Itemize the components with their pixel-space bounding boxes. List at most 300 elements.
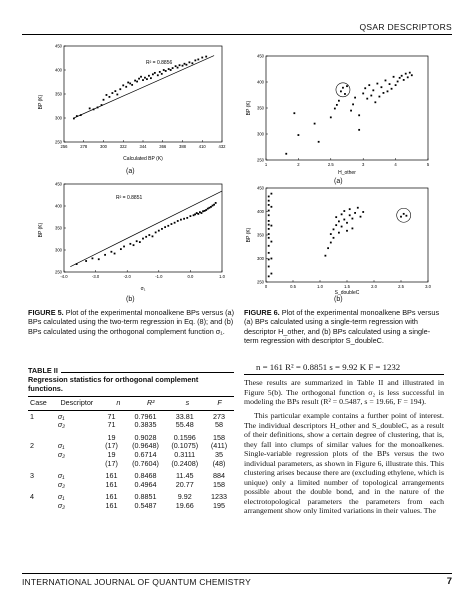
data-point [358, 114, 360, 116]
header-rule [22, 34, 452, 35]
data-point [405, 73, 407, 75]
table-cell-f: (411) [210, 441, 228, 451]
data-point [268, 214, 270, 216]
table2-top-rule [28, 396, 234, 397]
data-point [411, 74, 413, 76]
data-point [346, 85, 348, 87]
data-point [352, 218, 354, 220]
data-point [205, 209, 207, 211]
data-point [271, 241, 273, 243]
figure5a-xlabel: Calculated BP (K) [123, 156, 163, 162]
data-point [357, 207, 359, 209]
data-point [370, 95, 372, 97]
data-point [403, 79, 405, 81]
table-cell-s: 11.45 [175, 471, 194, 481]
data-point [327, 247, 329, 249]
data-point [407, 76, 409, 78]
x-tick-label: 256 [60, 144, 68, 149]
y-tick-label: 350 [257, 105, 264, 111]
equation-rule [244, 374, 444, 375]
data-point [148, 234, 150, 236]
table-cell-f: 273 [212, 411, 225, 421]
data-point [155, 232, 157, 234]
figure5a-panel-label: (a) [126, 168, 135, 175]
data-point [268, 196, 270, 198]
data-point [349, 214, 351, 216]
data-point [163, 69, 165, 71]
table-cell-r2: 0.4964 [134, 479, 157, 489]
data-point [186, 217, 188, 219]
data-point [196, 212, 198, 214]
figure6a-ylabel: BP (K) [246, 100, 252, 116]
data-point [271, 273, 273, 275]
table2-col-descriptor: Descriptor [60, 398, 94, 407]
table2-header-row [28, 399, 234, 408]
y-tick-label: 300 [55, 115, 62, 121]
data-point [268, 200, 270, 202]
data-point [177, 67, 179, 69]
x-tick-label: 1 [264, 162, 268, 167]
table-cell-r2: (0.7604) [132, 458, 159, 468]
data-point [202, 210, 204, 212]
data-point [400, 216, 402, 218]
data-point [193, 214, 195, 216]
data-point [334, 108, 336, 110]
y-tick-label: 400 [55, 67, 62, 73]
figure5b-panel-label: (b) [126, 296, 135, 303]
data-point [109, 96, 111, 98]
table-cell-s: 55.48 [175, 420, 194, 430]
data-point [136, 81, 138, 83]
regression-line [74, 56, 214, 118]
y-tick-label: 450 [257, 53, 264, 59]
table2-subtitle: Regression statistics for orthogonal complement functions. [28, 375, 199, 393]
data-point [123, 246, 125, 248]
x-tick-label: 2.5 [327, 162, 334, 167]
data-point [184, 63, 186, 65]
table-cell-f: 158 [212, 432, 225, 442]
data-point [138, 78, 140, 80]
x-tick-label: 1.0 [317, 284, 323, 289]
data-point [175, 65, 177, 67]
data-point [197, 59, 199, 61]
data-point [159, 71, 161, 73]
data-point [338, 232, 340, 234]
x-tick-label: 1.5 [344, 284, 350, 289]
table-row [28, 460, 234, 469]
data-point [340, 90, 342, 92]
data-point [207, 208, 209, 210]
table-cell-desc [56, 460, 98, 469]
data-point [318, 141, 320, 143]
figure6b-xlabel: S_doubleC [334, 290, 360, 296]
table-cell-f: 35 [214, 449, 223, 459]
data-point [98, 258, 100, 260]
table-row [28, 481, 234, 490]
table-cell-case: 1 [30, 411, 34, 421]
data-point [89, 108, 91, 110]
table-cell-r2: 0.7961 [134, 411, 157, 421]
x-tick-label: -2.0 [123, 274, 131, 279]
figure6b-frame [266, 188, 428, 282]
table-cell-case: 2 [30, 441, 34, 451]
data-point [395, 84, 397, 86]
y-tick-label: 250 [257, 279, 264, 285]
table-row [28, 468, 234, 481]
data-point [164, 226, 166, 228]
figure5-caption [28, 308, 238, 336]
table-cell-r2: 0.5487 [134, 500, 157, 510]
data-point [170, 69, 172, 71]
data-point [142, 238, 144, 240]
data-point [268, 259, 270, 261]
data-point [268, 237, 270, 239]
data-point [344, 93, 346, 95]
data-point [362, 93, 364, 95]
data-point [362, 211, 364, 213]
y-tick-label: 400 [257, 209, 264, 215]
table-cell-desc: σ₂ [57, 479, 65, 489]
table-cell-n: 161 [105, 471, 118, 481]
data-point [389, 83, 391, 85]
figure5a-frame [64, 46, 222, 142]
x-tick-label: 300 [100, 144, 107, 149]
table-cell-case [28, 451, 56, 460]
data-point [111, 251, 113, 253]
x-tick-label: 432 [218, 144, 226, 149]
footer-rule [22, 573, 452, 574]
data-point [336, 104, 338, 106]
footer-journal: INTERNATIONAL JOURNAL OF QUANTUM CHEMISTRY [22, 577, 251, 587]
figure5b-annotation: R² = 0.8851 [116, 195, 143, 201]
x-tick-label: 0 [264, 284, 268, 289]
data-point [152, 73, 154, 75]
x-tick-label: 3.0 [425, 284, 431, 289]
cluster-circle [336, 83, 350, 97]
x-tick-label: 366 [159, 144, 167, 149]
data-point [360, 216, 362, 218]
y-tick-label: 350 [55, 225, 62, 231]
data-point [106, 94, 108, 96]
data-point [343, 210, 345, 212]
data-point [349, 208, 351, 210]
table-cell-r2: 0.9028 [134, 432, 157, 442]
data-point [157, 74, 159, 76]
x-tick-label: 388 [179, 144, 186, 149]
data-point [97, 107, 99, 109]
regression-line [70, 191, 222, 267]
figure6-caption-label: FIGURE 6. [244, 308, 280, 317]
data-point [158, 230, 160, 232]
x-tick-label: 4 [394, 162, 397, 167]
data-point [189, 61, 191, 63]
table-cell-desc: σ₁ [57, 411, 65, 421]
figure5-caption-label: FIGURE 5. [28, 308, 64, 317]
x-tick-label: -4.0 [60, 274, 68, 279]
data-point [146, 78, 148, 80]
x-tick-label: 1.0 [219, 274, 225, 279]
table-cell-s: 19.66 [175, 500, 194, 510]
figure5a-chart [34, 40, 230, 168]
data-point [199, 211, 201, 213]
table-cell-n: 161 [105, 479, 118, 489]
data-point [120, 248, 122, 250]
data-point [366, 98, 368, 100]
y-tick-label: 450 [257, 185, 264, 191]
data-point [208, 207, 210, 209]
figure5b-chart [34, 180, 230, 296]
table-cell-r2: 0.6714 [134, 449, 157, 459]
data-point [134, 80, 136, 82]
table2-title: TABLE II [28, 366, 58, 375]
data-point [341, 226, 343, 228]
table2-header-rule [28, 410, 234, 411]
data-point [76, 115, 78, 117]
data-point [406, 215, 408, 217]
data-point [399, 77, 401, 79]
table-cell-s: (0.2408) [171, 458, 199, 468]
data-point [165, 70, 167, 72]
data-point [122, 84, 124, 86]
table-row [28, 502, 234, 511]
data-point [142, 79, 144, 81]
figure5b-ylabel: BP (K) [38, 222, 44, 238]
data-point [103, 99, 105, 101]
data-point [201, 212, 203, 214]
data-point [271, 225, 273, 227]
data-point [333, 237, 335, 239]
data-point [145, 236, 147, 238]
data-point [346, 230, 348, 232]
data-point [271, 206, 273, 208]
table-cell-case [28, 481, 56, 490]
data-point [212, 205, 214, 207]
y-tick-label: 250 [257, 157, 264, 163]
cluster-circle [397, 208, 411, 222]
table-cell-case [28, 460, 56, 469]
data-point [330, 116, 332, 118]
y-tick-label: 250 [55, 269, 62, 275]
data-point [271, 258, 273, 260]
data-point [397, 81, 399, 83]
data-point [333, 228, 335, 230]
y-tick-label: 350 [55, 91, 62, 97]
table-cell-s: 0.1596 [173, 432, 196, 442]
figure6a-panel-label: (a) [334, 178, 343, 185]
table-cell-s: 20.77 [175, 479, 194, 489]
data-point [358, 129, 360, 131]
table-cell-case: 4 [30, 492, 34, 502]
data-point [174, 222, 176, 224]
data-point [350, 110, 352, 112]
data-point [139, 241, 141, 243]
x-tick-label: 410 [198, 144, 206, 149]
table-cell-case [28, 421, 56, 430]
data-point [401, 75, 403, 77]
data-point [268, 228, 270, 230]
data-point [116, 94, 118, 96]
y-tick-label: 300 [257, 131, 264, 137]
figure6-caption [244, 308, 444, 345]
body-paragraph-2: This particular example contains a further point of interest. The individual descriptors H_other and S_doubleC, as a result of their definitions, show a certain degree of clustering, that is, they fall into clumps of similar values for the monoalkenes. Single-variable regression plots of the BPs versus the two individual parameters, as shown in Figure 6, illustrate this. This clustering arises because there are (excluding ethylene, which is unique) only a limited number of topological arrangements possible about the double bond, and in the nature of the electrotopological parameters the parameters from each arrangement show only limited variations in their values. The [244, 411, 444, 516]
x-tick-label: -3.0 [91, 274, 100, 279]
table-cell-case: 3 [30, 471, 34, 481]
table-cell-s: (0.1075) [171, 441, 199, 451]
table2-body [28, 413, 234, 511]
data-point [383, 92, 385, 94]
x-tick-label: 344 [139, 144, 147, 149]
data-point [101, 104, 103, 106]
x-tick-label: 0.0 [187, 274, 194, 279]
data-point [167, 225, 169, 227]
data-point [190, 215, 192, 217]
data-point [330, 242, 332, 244]
table-cell-r2: (0.9648) [132, 441, 159, 451]
data-point [268, 233, 270, 235]
table-cell-n: 161 [105, 500, 118, 510]
figure5a-ylabel: BP (K) [38, 94, 44, 110]
data-point [293, 112, 295, 114]
data-point [104, 254, 106, 256]
table-cell-desc: σ₂ [57, 449, 65, 459]
figure6a-xlabel: H_other [338, 170, 356, 176]
figure5-caption-text: Plot of the experimental monoalkene BPs versus (a) BPs calculated using the two-term regression in Eq. (8); and (b) BPs calculated using the orthogonal complement function σ₁. [28, 308, 235, 336]
data-point [268, 204, 270, 206]
table-cell-s: 9.92 [177, 492, 192, 502]
data-point [161, 228, 163, 230]
data-point [186, 64, 188, 66]
data-point [148, 75, 150, 77]
data-point [314, 123, 316, 125]
data-point [191, 62, 193, 64]
y-tick-label: 300 [257, 256, 264, 262]
data-point [393, 76, 395, 78]
table-cell-f: 1233 [210, 492, 227, 502]
data-point [387, 90, 389, 92]
table2 [28, 366, 234, 511]
data-point [73, 118, 75, 120]
data-point [127, 82, 129, 84]
table-cell-case [28, 502, 56, 511]
x-tick-label: 5 [426, 162, 430, 167]
data-point [268, 252, 270, 254]
table-cell-n: (17) [105, 441, 118, 451]
data-point [341, 213, 343, 215]
data-point [114, 253, 116, 255]
data-point [215, 202, 217, 204]
table-cell-n: 19 [107, 449, 116, 459]
data-point [150, 77, 152, 79]
y-tick-label: 350 [257, 232, 264, 238]
data-point [346, 222, 348, 224]
table-cell-f: 884 [212, 471, 225, 481]
data-point [325, 255, 327, 257]
data-point [180, 219, 182, 221]
data-point [129, 243, 131, 245]
footer-page-number: 7 [446, 576, 452, 587]
data-point [177, 220, 179, 222]
table-row [28, 421, 234, 430]
data-point [204, 210, 206, 212]
figure6b-chart [244, 184, 436, 296]
data-point [125, 86, 127, 88]
data-point [182, 65, 184, 67]
y-tick-label: 450 [55, 43, 62, 49]
data-point [268, 224, 270, 226]
table2-col-case: Case [30, 398, 47, 407]
data-point [140, 76, 142, 78]
data-point [354, 97, 356, 99]
data-point [172, 67, 174, 69]
data-point [92, 257, 94, 259]
table-cell-r2: 0.8468 [134, 471, 157, 481]
y-tick-label: 300 [55, 247, 62, 253]
data-point [268, 245, 270, 247]
data-point [338, 100, 340, 102]
figure6-caption-text: Plot of the experimental monoalkene BPs versus (a) BPs calculated using a single-term regression with descriptor H_other, and (b) BPs calculated using a single-term regression with descriptor S_doubleC. [244, 308, 440, 345]
data-point [119, 88, 121, 90]
table-cell-f: (48) [212, 458, 226, 468]
data-point [210, 206, 212, 208]
x-tick-label: 2 [297, 162, 300, 167]
table2-col-n: n [116, 398, 121, 407]
table-cell-n: 71 [107, 420, 116, 430]
data-point [179, 64, 181, 66]
data-point [268, 266, 270, 268]
data-point [144, 77, 146, 79]
x-tick-label: 0.5 [290, 284, 296, 289]
table-cell-desc: σ₁ [57, 471, 65, 481]
y-tick-label: 400 [55, 203, 62, 209]
table-cell-r2: 0.3835 [134, 420, 157, 430]
data-point [379, 96, 381, 98]
data-point [93, 108, 95, 110]
table2-col-s: s [185, 398, 190, 407]
table-cell-desc: σ₂ [57, 420, 65, 430]
x-tick-label: 322 [119, 144, 127, 149]
figure6b-ylabel: BP (K) [246, 227, 252, 243]
data-point [171, 223, 173, 225]
data-point [343, 219, 345, 221]
data-point [335, 216, 337, 218]
data-point [201, 57, 203, 59]
figure5b-xlabel: σ₁ [140, 286, 146, 292]
figure6a-chart [244, 52, 436, 178]
table2-col-r2: R² [146, 398, 155, 407]
data-point [354, 212, 356, 214]
figure5a-annotation: R² = 0.8856 [146, 60, 173, 66]
data-point [381, 86, 383, 88]
data-point [364, 87, 366, 89]
data-point [391, 88, 393, 90]
data-point [194, 60, 196, 62]
table-cell-n: 161 [105, 492, 118, 502]
data-point [168, 68, 170, 70]
table-cell-s: 33.81 [175, 411, 194, 421]
data-point [136, 240, 138, 242]
x-tick-label: 3 [362, 162, 365, 167]
data-point [409, 72, 411, 74]
data-point [131, 84, 133, 86]
data-point [129, 83, 131, 85]
x-tick-label: 2.5 [398, 284, 404, 289]
data-point [385, 80, 387, 82]
data-point [183, 218, 185, 220]
data-point [197, 213, 199, 215]
data-point [152, 235, 154, 237]
y-tick-label: 400 [257, 79, 264, 85]
table-cell-desc: σ₂ [57, 500, 65, 510]
